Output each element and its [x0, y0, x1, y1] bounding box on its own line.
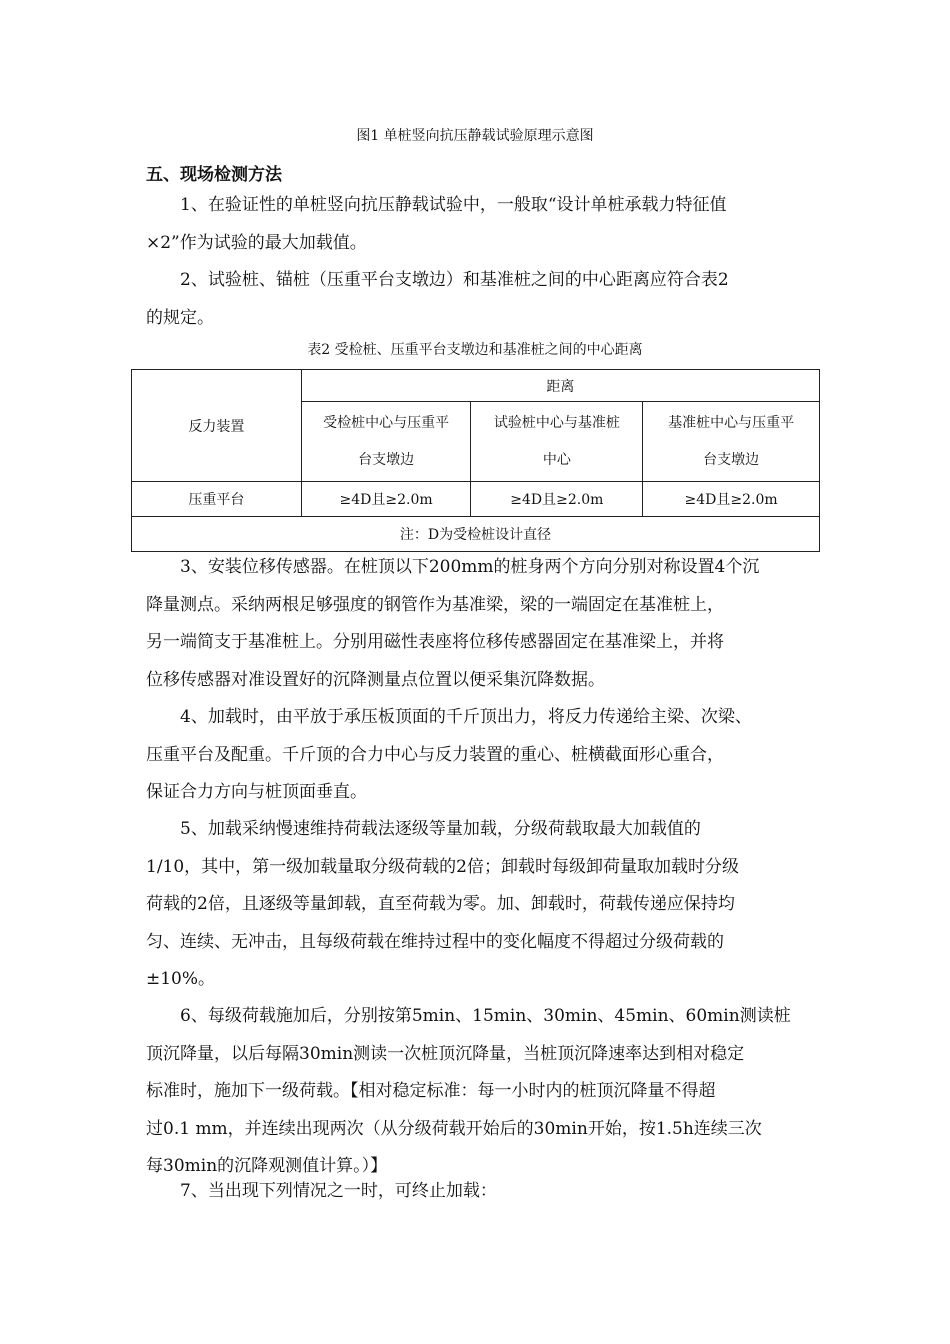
paragraph-line: 7、当出现下列情况之一时，可终止加载：	[180, 1181, 497, 1201]
paragraph-line: 4、加载时，由平放于承压板顶面的千斤顶出力，将反力传递给主梁、次梁、	[180, 707, 752, 727]
paragraph-line: 3、安装位移传感器。在桩顶以下200mm的桩身两个方向分别对称设置4个沉	[180, 557, 760, 577]
paragraph-line: 压重平台及配重。千斤顶的合力中心与反力装置的重心、桩横截面形心重合，	[146, 744, 724, 765]
paragraph-line: 2、试验桩、锚桩（压重平台支墩边）和基准桩之间的中心距离应符合表2	[180, 270, 729, 290]
paragraph-line: 5、加载采纳慢速维持荷载法逐级等量加载，分级荷载取最大加载值的	[180, 819, 701, 839]
paragraph-line: ×2”作为试验的最大加载值。	[146, 232, 367, 253]
value-cell: ≥4D且≥2.0m	[471, 482, 643, 517]
paragraph-line: 6、每级荷载施加后，分别按第5min、15min、30min、45min、60min测读桩	[180, 1006, 791, 1026]
paragraph-line: 1、在验证性的单桩竖向抗压静载试验中，一般取“设计单桩承载力特征值	[180, 195, 727, 215]
paragraph-line: ±10%。	[146, 969, 216, 989]
paragraph-item-5	[146, 811, 814, 999]
paragraph-line: 位移传感器对准设置好的沉降测量点位置以便采集沉降数据。	[146, 669, 605, 690]
paragraph-item-1	[146, 187, 814, 262]
paragraph-line: 保证合力方向与桩顶面垂直。	[146, 782, 367, 802]
header-line: 受检桩中心与压重平	[323, 414, 450, 431]
column-header-3	[643, 402, 820, 482]
section-heading: 五、现场检测方法	[146, 165, 282, 185]
header-line: 中心	[542, 451, 571, 468]
paragraph-line: 匀、连续、无冲击，且每级荷载在维持过程中的变化幅度不得超过分级荷载的	[146, 931, 724, 952]
column-header-1	[301, 402, 471, 482]
value-cell: ≥4D且≥2.0m	[643, 482, 820, 517]
paragraph-line: 过0.1 mm，并连续出现两次（从分级荷载开始后的30min开始，按1.5h连续三次	[146, 1118, 762, 1139]
figure-caption: 图1 单桩竖向抗压静载试验原理示意图	[356, 128, 594, 144]
header-line: 试验桩中心与基准桩	[493, 414, 620, 431]
table-caption: 表2 受检桩、压重平台支墩边和基准桩之间的中心距离	[307, 342, 643, 358]
paragraph-line: 荷载的2倍，且逐级等量卸载，直至荷载为零。加、卸载时，荷载传递应保持均	[146, 894, 735, 914]
row-header-cell: 反力装置	[132, 370, 302, 482]
paragraph-line: 另一端简支于基准桩上。分别用磁性表座将位移传感器固定在基准梁上，并将	[146, 632, 724, 652]
paragraph-item-4	[146, 699, 814, 812]
header-line: 台支墩边	[703, 451, 760, 468]
distance-table	[131, 369, 820, 552]
row-label-cell: 压重平台	[132, 482, 302, 517]
column-header-2	[471, 402, 643, 482]
paragraph-line: 顶沉降量，以后每隔30min测读一次桩顶沉降量，当桩顶沉降速率达到相对稳定	[146, 1043, 745, 1064]
paragraph-line: 降量测点。采纳两根足够强度的钢管作为基准梁，梁的一端固定在基准桩上，	[146, 594, 724, 615]
paragraph-line: 1/10，其中，第一级加载量取分级荷载的2倍；卸载时每级卸荷量取加载时分级	[146, 856, 739, 877]
group-header-cell: 距离	[301, 370, 819, 402]
paragraph-item-3	[146, 549, 814, 699]
value-cell: ≥4D且≥2.0m	[301, 482, 471, 517]
paragraph-line: 每30min的沉降观测值计算。）】	[146, 1156, 388, 1176]
paragraph-line: 标准时，施加下一级荷载。【相对稳定标准：每一小时内的桩顶沉降量不得超	[146, 1081, 716, 1101]
table-note: 注：D为受检桩设计直径	[132, 517, 820, 552]
paragraph-item-6	[146, 998, 814, 1186]
paragraph-item-7	[146, 1173, 814, 1211]
paragraph-item-2	[146, 262, 814, 337]
header-line: 台支墩边	[358, 451, 415, 468]
header-line: 基准桩中心与压重平	[668, 414, 795, 431]
paragraph-line: 的规定。	[146, 307, 214, 328]
